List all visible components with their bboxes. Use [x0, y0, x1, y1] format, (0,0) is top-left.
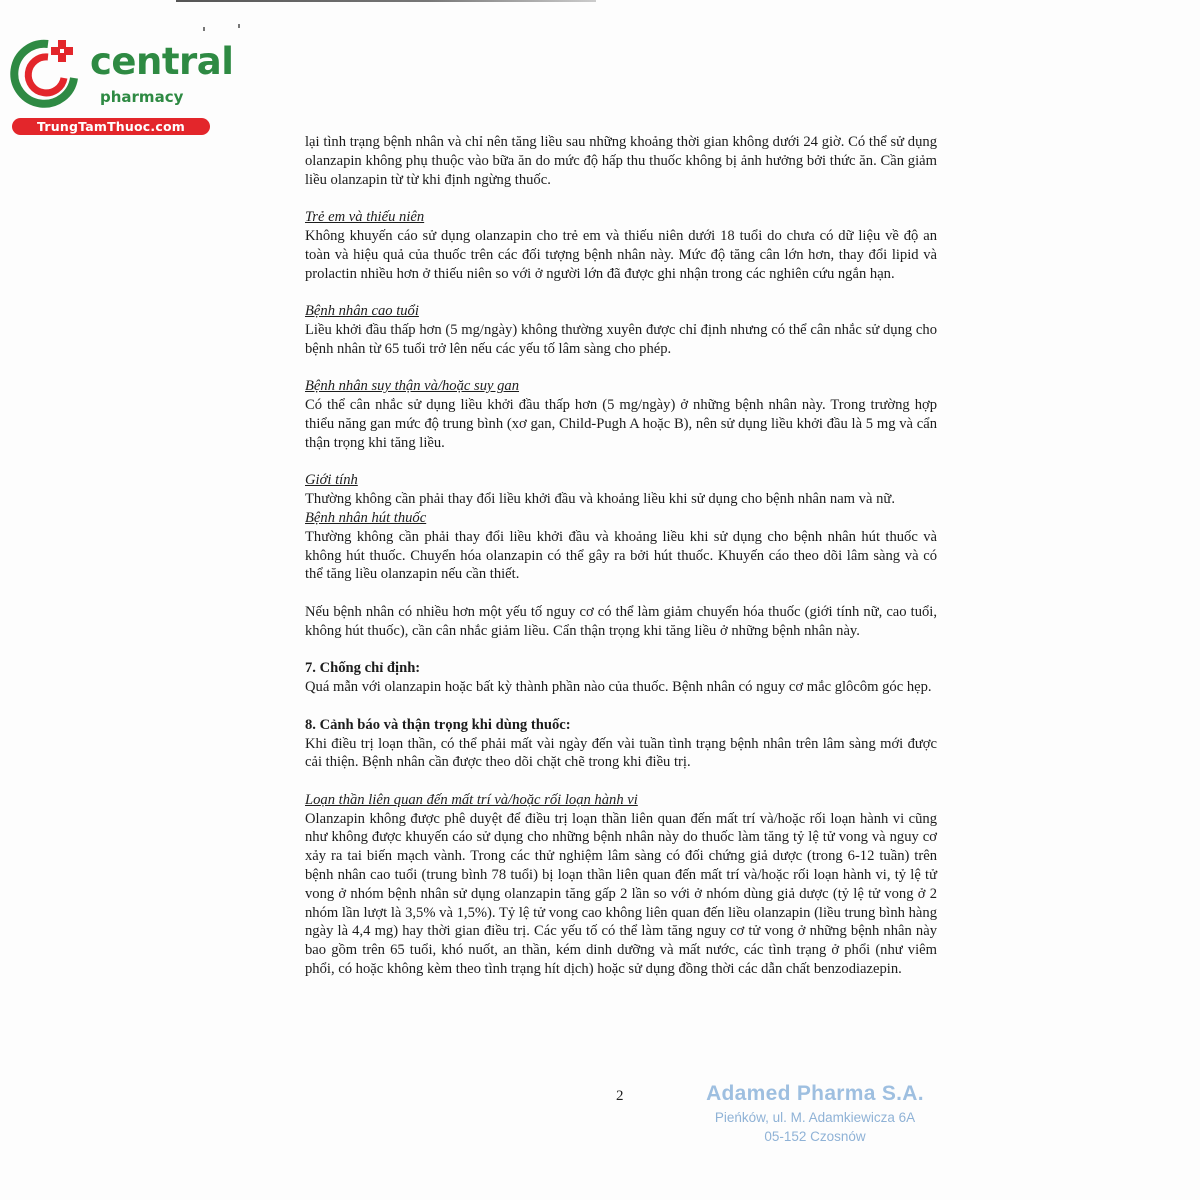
page-number: 2	[616, 1088, 624, 1104]
paragraph-elderly: Liều khởi đầu thấp hơn (5 mg/ngày) không thường xuyên được chỉ định nhưng có thể cân nhắc sử dụng cho bệnh nhân từ 65 tuổi trở lên nếu các yếu tố lâm sàng cho phép.	[305, 321, 937, 357]
paragraph-children: Không khuyến cáo sử dụng olanzapin cho trẻ em và thiếu niên dưới 18 tuổi do chưa có dữ liệu về độ an toàn và hiệu quả của thuốc trên các đối tượng bệnh nhân này. Mức độ tăng cân lớn hơn, thay đổi lipid và prolactin nhiều hơn ở thiếu niên so với ở người lớn đã được ghi nhận trong các nghiên cứu ngắn hạn.	[305, 227, 937, 282]
paragraph-smokers: Thường không cần phải thay đổi liều khởi đầu và khoảng liều khi sử dụng cho bệnh nhân hút thuốc và không hút thuốc. Chuyển hóa olanzapin có thể gây ra bởi hút thuốc. Khuyến cáo theo dõi lâm sàng và có thể tăng liều olanzapin nếu cần thiết.	[305, 528, 937, 583]
paragraph-risk-note: Nếu bệnh nhân có nhiều hơn một yếu tố nguy cơ có thể làm giảm chuyển hóa thuốc (giới tính nữ, cao tuổi, không hút thuốc), cần cân nhắc giảm liều. Cẩn thận trọng khi tăng liều ở những bệnh nhân này.	[305, 603, 937, 639]
logo-brand: central	[90, 40, 234, 83]
paragraph-renal-hepatic: Có thể cân nhắc sử dụng liều khởi đầu thấp hơn (5 mg/ngày) ở những bệnh nhân này. Trong trường hợp thiểu năng gan mức độ trung bình (xơ gan, Child-Pugh A hoặc B), nên sử dụng liều khởi đầu là 5 mg và cẩn thận trọng khi tăng liều.	[305, 397, 937, 451]
subheading-gender: Giới tính	[305, 472, 358, 489]
subheading-dementia-psychosis: Loạn thần liên quan đến mất trí và/hoặc rối loạn hành vi	[305, 791, 638, 808]
scan-speck	[203, 27, 205, 31]
stamp-company-name: Adamed Pharma S.A.	[706, 1082, 924, 1105]
scan-top-rule	[176, 0, 596, 2]
paragraph-warnings: Khi điều trị loạn thần, có thể phải mất vài ngày đến vài tuần tình trạng bệnh nhân trên lâm sàng mới được cải thiện. Bệnh nhân cần được theo dõi chặt chẽ trong khi điều trị.	[305, 735, 937, 771]
scan-speck	[238, 24, 240, 28]
logo-tagline: pharmacy	[100, 88, 184, 106]
subheading-smokers: Bệnh nhân hút thuốc	[305, 509, 427, 526]
subheading-elderly: Bệnh nhân cao tuổi	[305, 303, 419, 320]
stamp-address: Pieńków, ul. M. Adamkiewicza 6A	[714, 1110, 916, 1125]
heading-contraindications: 7. Chống chỉ định:	[305, 660, 421, 677]
paragraph-gender: Thường không cần phải thay đổi liều khởi đầu và khoảng liều khi sử dụng cho bệnh nhân nam và nữ.	[305, 491, 895, 508]
intro-paragraph: lại tình trạng bệnh nhân và chỉ nên tăng liều sau những khoảng thời gian không dưới 24 giờ. Có thể sử dụng olanzapin không phụ thuộc vào bữa ăn do mức độ hấp thu thuốc không bị ảnh hưởng bởi thức ăn. Cần giảm liều olanzapin từ từ khi định ngừng thuốc.	[305, 134, 937, 188]
logo-url-banner: TrungTamThuoc.com	[12, 118, 210, 135]
subheading-renal-hepatic: Bệnh nhân suy thận và/hoặc suy gan	[305, 378, 520, 395]
heading-warnings: 8. Cảnh báo và thận trọng khi dùng thuốc:	[305, 716, 571, 733]
central-pharmacy-logo	[10, 38, 234, 138]
document-page	[305, 133, 937, 979]
pharmacy-cross-icon	[10, 38, 80, 108]
stamp-postcode: 05-152 Czosnów	[764, 1129, 866, 1144]
paragraph-contraindications: Quá mẫn với olanzapin hoặc bất kỳ thành phần nào của thuốc. Bệnh nhân có nguy cơ mắc glôcôm góc hẹp.	[305, 679, 932, 696]
subheading-children: Trẻ em và thiếu niên	[305, 209, 425, 226]
paragraph-dementia-psychosis: Olanzapin không được phê duyệt để điều trị loạn thần liên quan đến mất trí và/hoặc rối loạn hành vi cũng như không được khuyến cáo sử dụng cho những bệnh nhân này do thuốc làm tăng tỷ lệ tử vong và nguy cơ xảy ra tai biến mạch vành. Trong các thử nghiệm lâm sàng có đối chứng giả dược (trong 6-12 tuần) trên bệnh nhân cao tuổi (trung bình 78 tuổi) bị loạn thần liên quan đến mất trí và/hoặc rối loạn hành vi, tỷ lệ tử vong ở nhóm bệnh nhân sử dụng olanzapin tăng gấp 2 lần so với ở nhóm dùng giả dược (tỷ lệ tử vong ở 2 nhóm lần lượt là 3,5% và 1,5%). Tỷ lệ tử vong cao không liên quan đến liều olanzapin (liều trung bình hàng ngày là 4,4 mg) hay thời gian điều trị. Các yếu tố có thể làm tăng nguy cơ tử vong ở những bệnh nhân này bao gồm trên 65 tuổi, khó nuốt, an thần, kém dinh dưỡng và mất nước, các tình trạng ở phổi (như viêm phổi, có hoặc không kèm theo tình trạng hít dịch) hoặc sử dụng đồng thời các dẫn chất benzodiazepin.	[305, 810, 937, 978]
company-stamp	[700, 1082, 930, 1144]
